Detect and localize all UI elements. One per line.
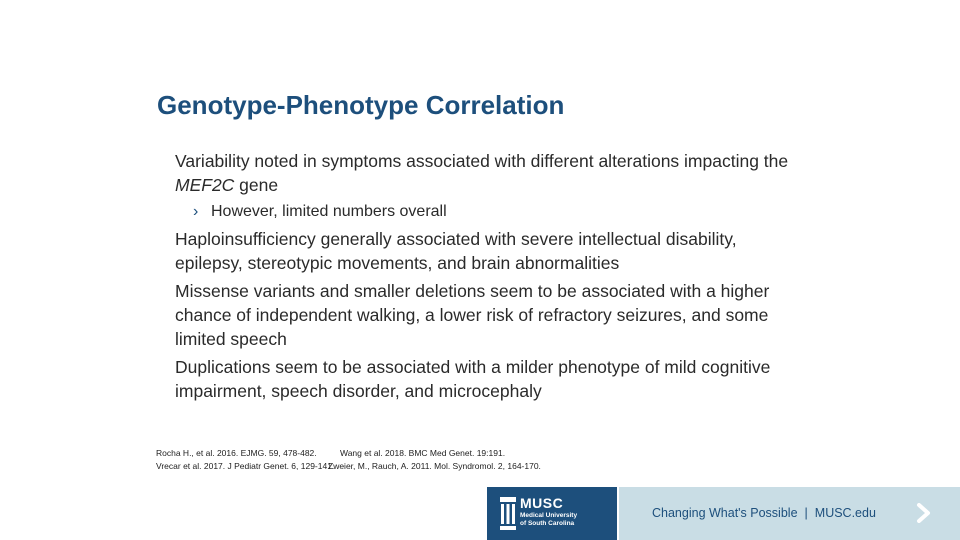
reference-rocha: Rocha H., et al. 2016. EJMG. 59, 478-482. <box>156 448 317 458</box>
sub-bullet-limited-numbers <box>193 201 795 223</box>
bullet-missense: Missense variants and smaller deletions seem to be associated with a higher chance of independent walking, a lower risk of refractory seizures, and some limited speech <box>175 281 770 349</box>
logo-name: MUSC <box>520 495 564 511</box>
logo-subtitle-line1: Medical University <box>520 512 578 519</box>
reference-wang: Wang et al. 2018. BMC Med Genet. 19:191. <box>340 448 506 458</box>
tagline <box>652 506 876 520</box>
reference-vrecar: Vrecar et al. 2017. J Pediatr Genet. 6, 129-141. <box>156 460 335 471</box>
slide-title: Genotype-Phenotype Correlation <box>157 90 565 120</box>
bullet-duplications: Duplications seem to be associated with a milder phenotype of mild cognitive impairment, speech disorder, and microcephaly <box>175 357 771 401</box>
sub-bullet-arrow-icon: › <box>193 203 199 220</box>
logo-text <box>520 496 577 528</box>
sub-bullet-text: However, limited numbers overall <box>211 203 447 220</box>
logo-subtitle-line2: of South Carolina <box>520 520 575 527</box>
bullet-haploinsufficiency: Haploinsufficiency generally associated with severe intellectual disability, epilepsy, stereotypic movements, and brain abnormalities <box>175 229 737 273</box>
tagline-band <box>619 487 960 540</box>
bullet-text: gene <box>234 175 279 195</box>
tagline-website-link[interactable]: MUSC.edu <box>814 506 876 520</box>
tagline-separator: | <box>804 506 808 520</box>
bullet-list <box>175 149 795 407</box>
bullet-variability <box>175 149 795 197</box>
bullet-text: Variability noted in symptoms associated with different alterations impacting the <box>175 151 789 171</box>
gene-name: MEF2C <box>175 175 235 195</box>
reference-zweier: Zweier, M., Rauch, A. 2011. Mol. Syndromol. 2, 164-170. <box>328 460 541 471</box>
musc-building-icon <box>500 497 516 531</box>
tagline-slogan: Changing What's Possible <box>652 506 798 520</box>
chevron-right-icon[interactable] <box>916 503 932 523</box>
footer-banner <box>487 487 960 540</box>
musc-logo[interactable] <box>487 487 617 540</box>
